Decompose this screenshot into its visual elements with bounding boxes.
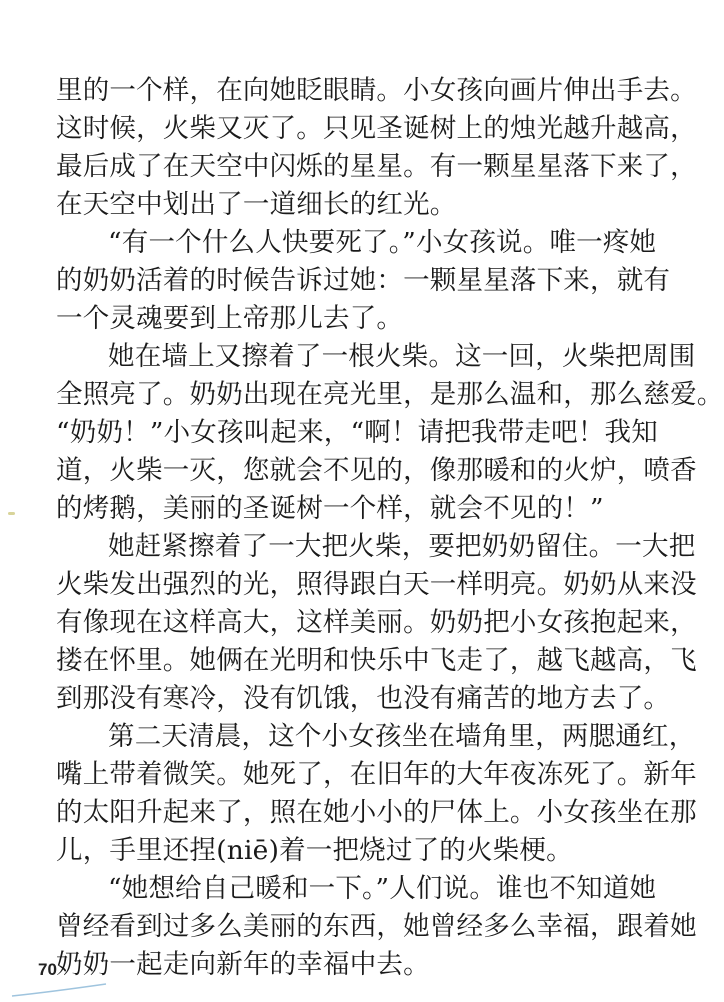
text-line: “奶奶！”小女孩叫起来，“啊！请把我带走吧！我知 xyxy=(56,417,658,448)
text-line: 的烤鹅，美丽的圣诞树一个样，就会不见的！” xyxy=(56,493,604,524)
text-line: 里的一个样，在向她眨眼睛。小女孩向画片伸出手去。 xyxy=(56,75,697,106)
text-line: 奶奶一起走向新年的幸福中去。 xyxy=(56,949,430,980)
story-text xyxy=(56,72,724,984)
text-line: 曾经看到过多么美丽的东西，她曾经多么幸福，跟着她 xyxy=(56,911,697,942)
text-line: 搂在怀里。她俩在光明和快乐中飞走了，越飞越高，飞 xyxy=(56,645,697,676)
paragraph-start-line: 第二天清晨，这个小女孩坐在墙角里，两腮通红， xyxy=(108,721,696,752)
text-line: 道，火柴一灭，您就会不见的，像那暖和的火炉，喷香 xyxy=(56,455,697,486)
text-line: 一个灵魂要到上帝那儿去了。 xyxy=(56,303,404,334)
text-line: 儿，手里还捏(niē)着一把烧过了的火柴梗。 xyxy=(56,835,573,866)
corner-decoration xyxy=(10,978,110,998)
paragraph-start-line: “有一个什么人快要死了。”小女孩说。唯一疼她 xyxy=(108,227,657,258)
text-line: 的奶奶活着的时候告诉过她：一颗星星落下来，就有 xyxy=(56,265,671,296)
text-line: 火柴发出强烈的光，照得跟白天一样明亮。奶奶从来没 xyxy=(56,569,697,600)
paragraph-start-line: “她想给自己暖和一下。”人们说。谁也不知道她 xyxy=(108,873,657,904)
text-line: 这时候，火柴又灭了。只见圣诞树上的烛光越升越高， xyxy=(56,113,697,144)
paragraph-start-line: 她赶紧擦着了一大把火柴，要把奶奶留住。一大把 xyxy=(108,531,696,562)
paragraph-start-line: 她在墙上又擦着了一根火柴。这一回，火柴把周围 xyxy=(108,341,696,372)
text-line: 嘴上带着微笑。她死了，在旧年的大年夜冻死了。新年 xyxy=(56,759,697,790)
text-line: 的太阳升起来了，照在她小小的尸体上。小女孩坐在那 xyxy=(56,797,697,828)
text-line: 在天空中划出了一道细长的红光。 xyxy=(56,189,457,220)
text-line: 最后成了在天空中闪烁的星星。有一颗星星落下来了， xyxy=(56,151,697,182)
text-line: 全照亮了。奶奶出现在亮光里，是那么温和，那么慈爱。 xyxy=(56,379,724,410)
text-line: 有像现在这样高大，这样美丽。奶奶把小女孩抱起来， xyxy=(56,607,697,638)
page-number: 70 xyxy=(38,960,57,979)
text-line: 到那没有寒冷，没有饥饿，也没有痛苦的地方去了。 xyxy=(56,683,671,714)
margin-mark xyxy=(8,512,15,515)
